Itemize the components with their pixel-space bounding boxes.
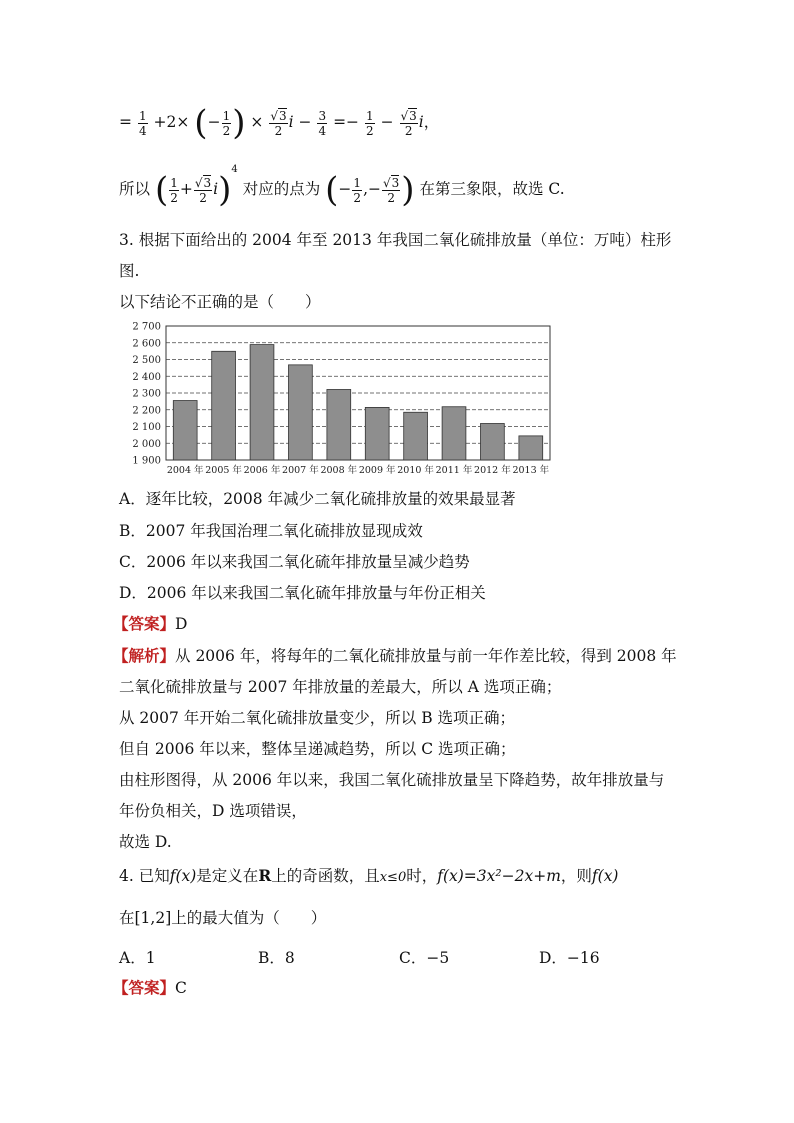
x-tick-label: 2010 年 — [397, 465, 434, 476]
q4-stem-line1: 4. 已知f(x)是定义在R上的奇函数，且x≤0时，f(x)=3x²−2x+m，则f(x) — [119, 866, 619, 885]
y-tick-label: 2 300 — [132, 388, 161, 400]
q3-analysis-line7: 故选 D. — [119, 833, 172, 851]
bar — [480, 423, 504, 460]
y-tick-label: 2 100 — [132, 422, 161, 433]
q4-option-b: B．8 — [258, 949, 295, 967]
bar — [365, 407, 389, 460]
y-tick-label: 2 700 — [132, 321, 161, 333]
q4-answer: 【答案】C — [113, 978, 187, 997]
q3-analysis-line5: 由柱形图得，从 2006 年以来，我国二氧化硫排放量呈下降趋势，故年排放量与 — [119, 771, 665, 789]
q3-analysis-line3: 从 2007 年开始二氧化硫排放量变少，所以 B 选项正确； — [119, 709, 516, 727]
q3-option-c: C．2006 年以来我国二氧化硫年排放量呈减少趋势 — [119, 553, 470, 571]
y-tick-label: 2 200 — [132, 405, 161, 417]
q3-analysis-line4: 但自 2006 年以来，整体呈递减趋势，所以 C 选项正确； — [119, 740, 516, 758]
math-line-2: 所以 ( $\frac{1}{2}$ + $\frac{√3}{2}$ i)$^4$ 对应的点为 (− $\frac{1}{2}$ ,− $\frac{√3}{2}$ ) 在第三象限，故选 C. — [119, 164, 565, 210]
so2-bar-chart — [118, 318, 560, 480]
x-tick-label: 2007 年 — [282, 465, 319, 476]
q4-option-a: A．1 — [119, 949, 156, 967]
x-tick-label: 2008 年 — [320, 465, 358, 476]
frac-1-2b: $\frac{1}{2}$ — [365, 108, 374, 138]
q3-option-d: D．2006 年以来我国二氧化硫年排放量与年份正相关 — [119, 584, 486, 602]
math-line-1: = $\frac{1}{4}$ +2× (− $\frac{1}{2}$ ) × $\frac{√3}{2}$ i − $\frac{3}{4}$ =− $\frac{1}{2}$ − $\frac{√3}{2}$ i， — [119, 103, 440, 143]
x-tick-label: 2004 年 — [166, 465, 204, 476]
q3-analysis-line1: 【解析】从 2006 年，将每年的二氧化硫排放量与前一年作差比较，得到 2008 年 — [113, 646, 677, 665]
q4-option-d: D．−16 — [539, 949, 600, 967]
y-tick-label: 2 600 — [132, 338, 161, 350]
frac-1-4: $\frac{1}{4}$ — [138, 108, 147, 138]
frac-sqrt3-2: $\frac{√3}{2}$ — [270, 108, 287, 138]
x-tick-label: 2009 年 — [358, 465, 396, 476]
frac-3-4: $\frac{3}{4}$ — [318, 108, 327, 138]
fx-formula: f(x)=3x²−2x+m — [437, 867, 561, 885]
frac-1-2: $\frac{1}{2}$ — [222, 108, 231, 138]
fx-expr: f(x) — [169, 867, 197, 885]
bar — [519, 436, 543, 460]
q3-stem-line3: 以下结论不正确的是（ ） — [119, 293, 321, 311]
x-tick-label: 2011 年 — [435, 465, 473, 476]
bar — [404, 412, 428, 460]
x-tick-label: 2006 年 — [243, 465, 281, 476]
frac-sqrt3-2b: $\frac{√3}{2}$ — [400, 108, 417, 138]
q3-stem-line2: 图. — [119, 262, 140, 280]
q4-stem-line2: 在[1,2]上的最大值为（ ） — [119, 909, 327, 927]
bar — [212, 351, 236, 460]
y-tick-label: 2 500 — [132, 355, 161, 366]
bar — [442, 407, 466, 460]
x-tick-label: 2013 年 — [512, 465, 550, 476]
q3-stem-line1: 3. 根据下面给出的 2004 年至 2013 年我国二氧化硫排放量（单位：万吨）柱形 — [119, 231, 672, 249]
q3-option-a: A．逐年比较，2008 年减少二氧化硫排放量的效果最显著 — [119, 490, 516, 508]
y-tick-label: 2 400 — [132, 371, 161, 383]
bar — [327, 389, 351, 460]
q3-option-b: B．2007 年我国治理二氧化硫排放显现成效 — [119, 522, 423, 540]
bar — [250, 345, 274, 460]
x-tick-label: 2005 年 — [205, 465, 242, 476]
bar — [288, 365, 312, 460]
q4-option-c: C．−5 — [399, 949, 450, 967]
y-tick-label: 2 000 — [132, 438, 161, 450]
q3-answer: 【答案】D — [113, 614, 188, 633]
y-tick-label: 1 900 — [132, 455, 161, 467]
q3-analysis-line6: 年份负相关，D 选项错误， — [119, 802, 307, 820]
q3-analysis-line2: 二氧化硫排放量与 2007 年排放量的差最大，所以 A 选项正确； — [119, 678, 562, 696]
x-tick-label: 2012 年 — [474, 465, 511, 476]
bar — [173, 401, 197, 460]
